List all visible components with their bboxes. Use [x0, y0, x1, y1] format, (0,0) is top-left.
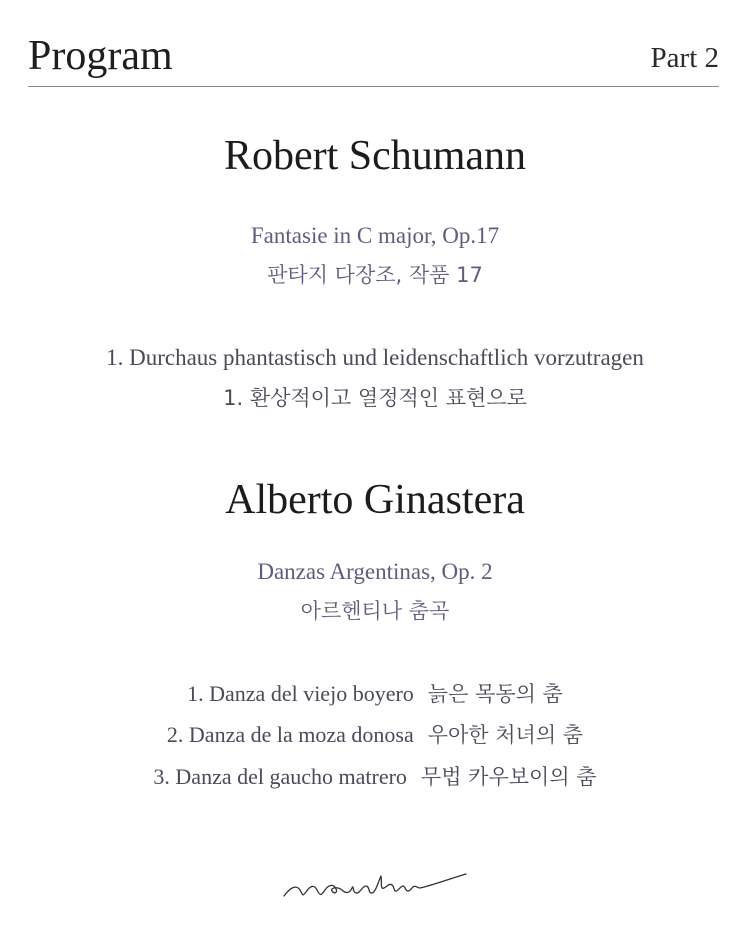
page-title: Program: [28, 33, 173, 79]
composer-name-ginastera: Alberto Ginastera: [225, 477, 525, 523]
part-label: Part 2: [650, 42, 719, 74]
work-title-en-schumann: Fantasie in C major, Op.17: [250, 223, 500, 248]
work-title-ko-ginastera: 아르헨티나 춤곡: [300, 599, 450, 623]
handwritten-signature-icon: [280, 866, 470, 906]
list-item: [0, 720, 750, 751]
dance-title-ko: 무법 카우보이의 춤: [420, 765, 597, 789]
movement-title-en: 1. Durchaus phantastisch und leidenschaftlich vorzutragen: [106, 345, 644, 370]
composer-name-schumann: Robert Schumann: [223, 133, 527, 179]
movement-title-ko: 1. 환상적이고 열정적인 표현으로: [223, 386, 527, 410]
dance-title-en: 1. Danza del viejo boyero: [187, 681, 414, 706]
list-item: [0, 679, 750, 710]
list-item: [0, 762, 750, 793]
dance-title-ko: 우아한 처녀의 춤: [427, 723, 584, 747]
program-header: [28, 30, 719, 87]
work-title-ko-schumann: 판타지 다장조, 작품 17: [267, 263, 483, 287]
dance-title-en: 2. Danza de la moza donosa: [166, 722, 414, 747]
dance-title-ko: 늙은 목동의 춤: [427, 682, 563, 706]
dance-title-en: 3. Danza del gaucho matrero: [153, 764, 407, 789]
work-title-en-ginastera: Danzas Argentinas, Op. 2: [257, 559, 493, 584]
